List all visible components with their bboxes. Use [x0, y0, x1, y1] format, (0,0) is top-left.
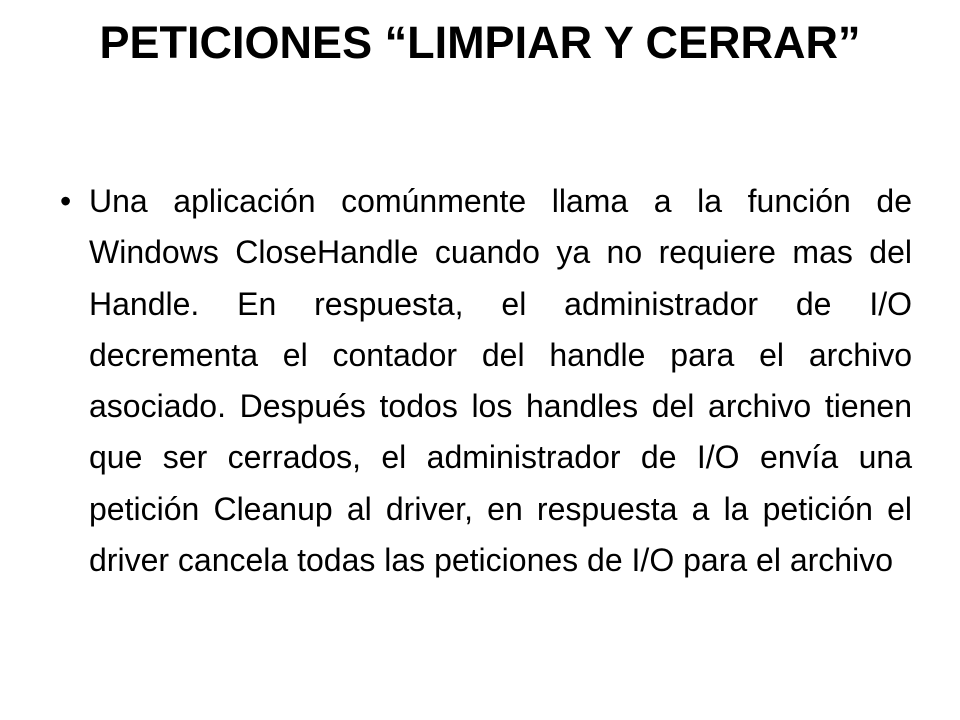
bullet-text: Una aplicación comúnmente llama a la función de Windows CloseHandle cuando ya no requiere mas del Handle. En respuesta, el administrador de I/O decrementa el contador del handle para el archivo asociado. Después todos los handles del archivo tienen que ser cerrados, el administrador de I/O envía una petición Cleanup al driver, en respuesta a la petición el driver cancela todas las peticiones de I/O para el archivo	[89, 183, 912, 579]
slide-title: PETICIONES “LIMPIAR Y CERRAR”	[99, 17, 861, 68]
bullet-icon: •	[60, 183, 72, 219]
bullet-item	[60, 176, 912, 586]
bullet-list	[60, 176, 912, 586]
